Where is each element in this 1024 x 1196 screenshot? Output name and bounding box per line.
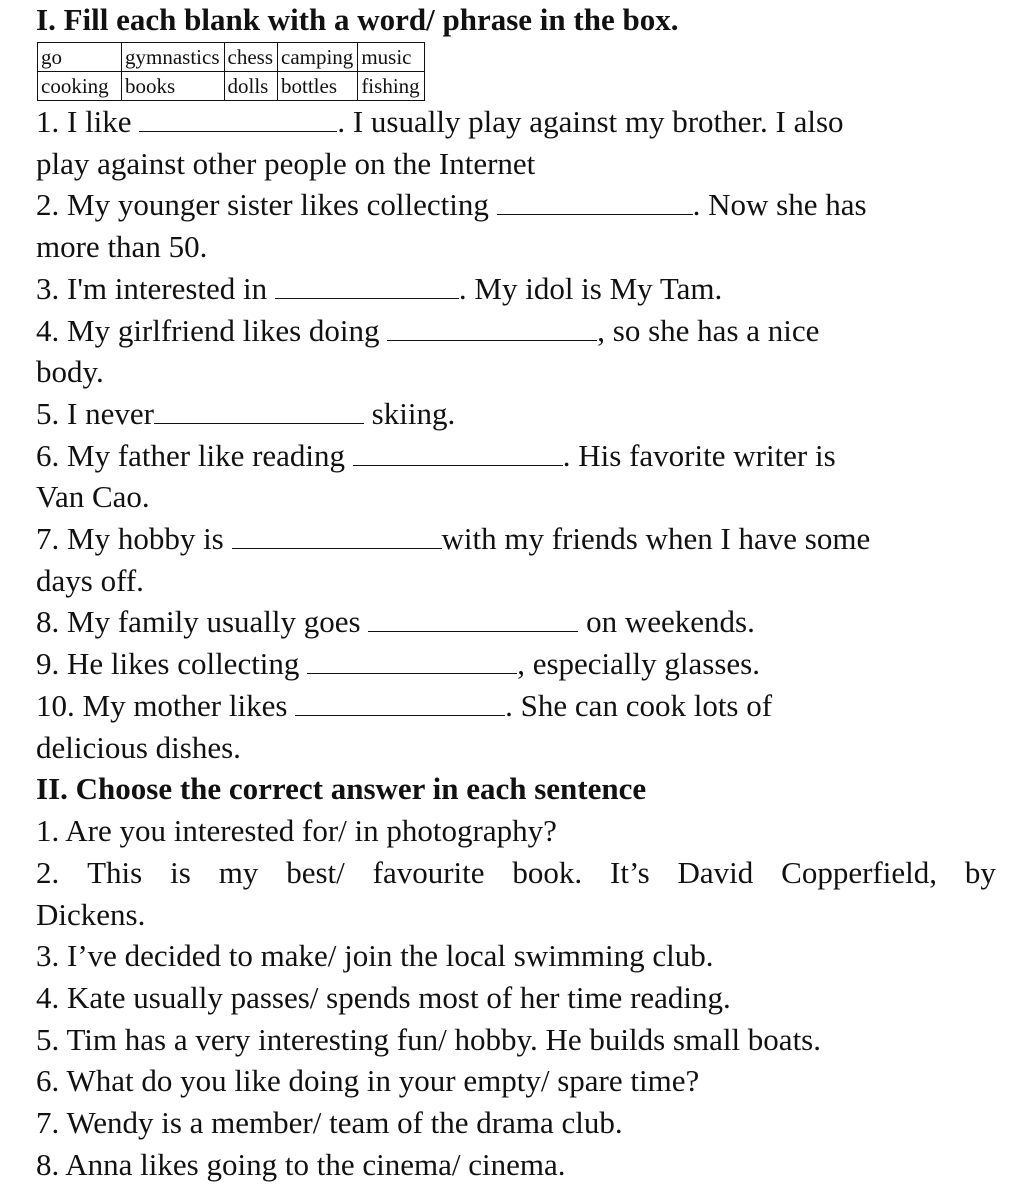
choice-item-2-cont: Dickens. (36, 896, 146, 932)
answer-blank-2[interactable] (497, 188, 693, 215)
item-text: 2. My younger sister likes collecting (36, 187, 497, 223)
exercise-item-1-cont: play against other people on the Internet (36, 145, 536, 181)
item-text: on weekends. (578, 604, 755, 640)
exercise-item-10-cont: delicious dishes. (36, 729, 241, 765)
word: favourite (372, 854, 485, 890)
word: is (170, 854, 191, 890)
word-box-cell: go (38, 43, 122, 72)
answer-blank-8[interactable] (368, 605, 578, 632)
exercise-item-1 (36, 101, 996, 143)
word: This (87, 854, 143, 890)
item-text: , especially glasses. (517, 646, 760, 682)
choice-item-6: 6. What do you like doing in your empty/ spare time? (36, 1063, 700, 1099)
answer-blank-9[interactable] (307, 647, 517, 674)
word-box-row (38, 72, 425, 101)
exercise-item-9 (36, 643, 996, 685)
answer-blank-5[interactable] (154, 397, 364, 424)
word: book. (512, 854, 583, 890)
exercise-item-10 (36, 685, 996, 727)
word: by (964, 854, 996, 890)
item-text: . My idol is My Tam. (458, 270, 723, 306)
word-box-cell: camping (278, 43, 358, 72)
item-text: 1. I like (36, 104, 140, 139)
word: 2. (36, 854, 60, 890)
word-box-cell: music (358, 43, 424, 72)
exercise-item-7 (36, 518, 996, 560)
item-text: . Now she has (692, 187, 867, 223)
word-box-cell: cooking (38, 72, 122, 101)
item-text: . She can cook lots of (505, 687, 773, 723)
word-box-cell: books (122, 72, 225, 101)
answer-blank-1[interactable] (139, 105, 337, 132)
exercise-item-8 (36, 601, 996, 643)
exercise-item-6 (36, 435, 996, 477)
choice-item-2 (36, 852, 996, 894)
exercise-item-4 (36, 310, 996, 352)
answer-blank-7[interactable] (232, 522, 442, 549)
exercise-item-2 (36, 184, 996, 226)
justified-line (36, 852, 996, 894)
answer-blank-3[interactable] (275, 272, 459, 299)
item-text: , so she has a nice (597, 312, 820, 348)
exercise-item-6-cont: Van Cao. (36, 479, 150, 515)
word: David (677, 854, 754, 890)
worksheet (36, 0, 996, 1186)
item-text: . I usually play against my brother. I also (337, 104, 844, 139)
section1-heading: I. Fill each blank with a word/ phrase in the box. (36, 2, 679, 37)
item-text: 6. My father like reading (36, 437, 353, 473)
item-text: 3. I'm interested in (36, 270, 275, 306)
answer-blank-10[interactable] (295, 689, 505, 716)
section2-heading: II. Choose the correct answer in each sentence (36, 771, 647, 807)
word-box-cell: chess (224, 43, 278, 72)
item-text: 5. I never (36, 395, 154, 431)
choice-item-7: 7. Wendy is a member/ team of the drama club. (36, 1105, 623, 1141)
item-text: 4. My girlfriend likes doing (36, 312, 388, 348)
word-box-cell: fishing (358, 72, 424, 101)
answer-blank-6[interactable] (353, 439, 563, 466)
item-text: with my friends when I have some (441, 521, 871, 557)
choice-item-5: 5. Tim has a very interesting fun/ hobby. He builds small boats. (36, 1021, 821, 1057)
answer-blank-4[interactable] (387, 314, 597, 341)
word-box-cell: dolls (224, 72, 278, 101)
word: Copperfield, (781, 854, 937, 890)
item-text: 10. My mother likes (36, 687, 296, 723)
exercise-item-7-cont: days off. (36, 562, 144, 598)
exercise-item-3 (36, 268, 996, 310)
word: my (218, 854, 259, 890)
word: It’s (610, 854, 650, 890)
choice-item-1: 1. Are you interested for/ in photography? (36, 813, 557, 849)
exercise-item-4-cont: body. (36, 354, 104, 390)
word-box-table (37, 42, 425, 101)
item-text: 9. He likes collecting (36, 646, 308, 682)
item-text: skiing. (363, 395, 456, 431)
choice-item-8: 8. Anna likes going to the cinema/ cinema. (36, 1146, 566, 1182)
word-box-row (38, 43, 425, 72)
exercise-item-2-cont: more than 50. (36, 229, 208, 265)
choice-item-3: 3. I’ve decided to make/ join the local swimming club. (36, 938, 714, 974)
word-box-cell: gymnastics (122, 43, 225, 72)
word: best/ (286, 854, 345, 890)
exercise-item-5 (36, 393, 996, 435)
item-text: . His favorite writer is (562, 437, 836, 473)
item-text: 8. My family usually goes (36, 604, 369, 640)
word-box-cell: bottles (278, 72, 358, 101)
choice-item-4: 4. Kate usually passes/ spends most of her time reading. (36, 980, 731, 1016)
item-text: 7. My hobby is (36, 521, 232, 557)
